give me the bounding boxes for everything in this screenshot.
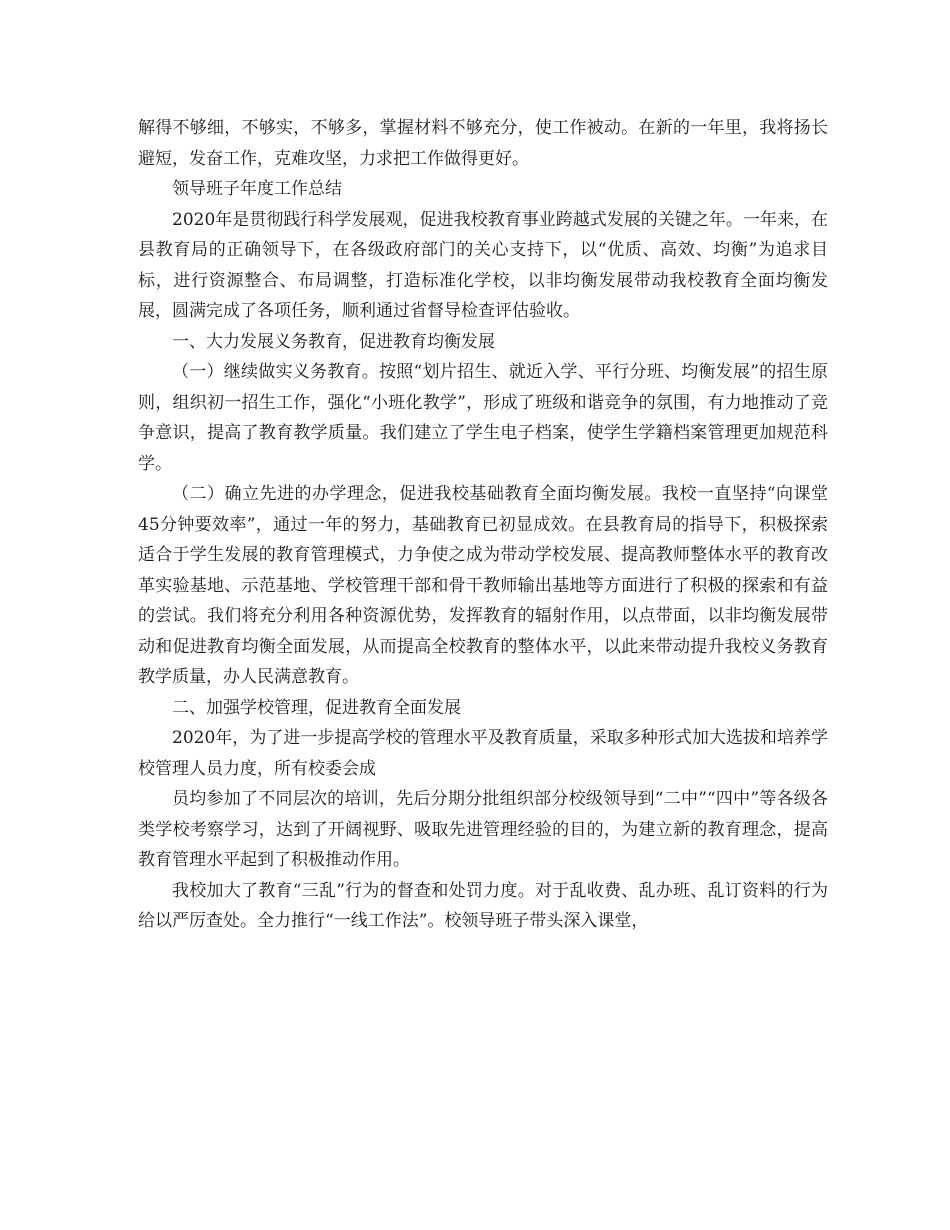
- paragraph: （二）确立先进的办学理念，促进我校基础教育全面均衡发展。我校一直坚持“向课堂45分钟要效率”，通过一年的努力，基础教育已初显成效。在县教育局的指导下，积极探索适合于学生发展的教育管理模式，力争使之成为带动学校发展、提高教师整体水平的教育改革实验基地、示范基地、学校管理干部和骨干教师输出基地等方面进行了积极的探索和有益的尝试。我们将充分利用各种资源优势，发挥教育的辐射作用，以点带面，以非均衡发展带动和促进教育均衡全面发展，从而提高全校教育的整体水平，以此来带动提升我校义务教育教学质量，办人民满意教育。: [138, 484, 828, 687]
- document-body: [138, 113, 828, 937]
- section-heading: 一、大力发展义务教育，促进教育均衡发展: [172, 331, 495, 352]
- paragraph: 我校加大了教育“三乱”行为的督查和处罚力度。对于乱收费、乱办班、乱订资料的行为给以严厉查处。全力推行“一线工作法”。校领导班子带头深入课堂，: [138, 880, 828, 931]
- section-heading: 二、加强学校管理，促进教育全面发展: [172, 697, 461, 718]
- paragraph: 2020年，为了进一步提高学校的管理水平及教育质量，采取多种形式加大选拔和培养学校管理人员力度，所有校委会成: [138, 728, 828, 779]
- paragraph: 解得不够细，不够实，不够多，掌握材料不够充分，使工作被动。在新的一年里，我将扬长避短，发奋工作，克难攻坚，力求把工作做得更好。: [138, 118, 828, 169]
- paragraph: （一）继续做实义务教育。按照“划片招生、就近入学、平行分班、均衡发展”的招生原则，组织初一招生工作，强化“小班化教学”，形成了班级和谐竞争的氛围，有力地推动了竞争意识，提高了教育教学质量。我们建立了学生电子档案，使学生学籍档案管理更加规范科学。: [138, 362, 828, 474]
- section-heading: 领导班子年度工作总结: [172, 179, 342, 199]
- paragraph: 员均参加了不同层次的培训，先后分期分批组织部分校级领导到“二中”“四中”等各级各类学校考察学习，达到了开阔视野、吸取先进管理经验的目的，为建立新的教育理念，提高教育管理水平起到了积极推动作用。: [138, 789, 828, 870]
- paragraph: 2020年是贯彻践行科学发展观，促进我校教育事业跨越式发展的关键之年。一年来，在县教育局的正确领导下，在各级政府部门的关心支持下，以“优质、高效、均衡”为追求目标，进行资源整合、布局调整，打造标准化学校，以非均衡发展带动我校教育全面均衡发展，圆满完成了各项任务，顺利通过省督导检查评估验收。: [138, 209, 828, 321]
